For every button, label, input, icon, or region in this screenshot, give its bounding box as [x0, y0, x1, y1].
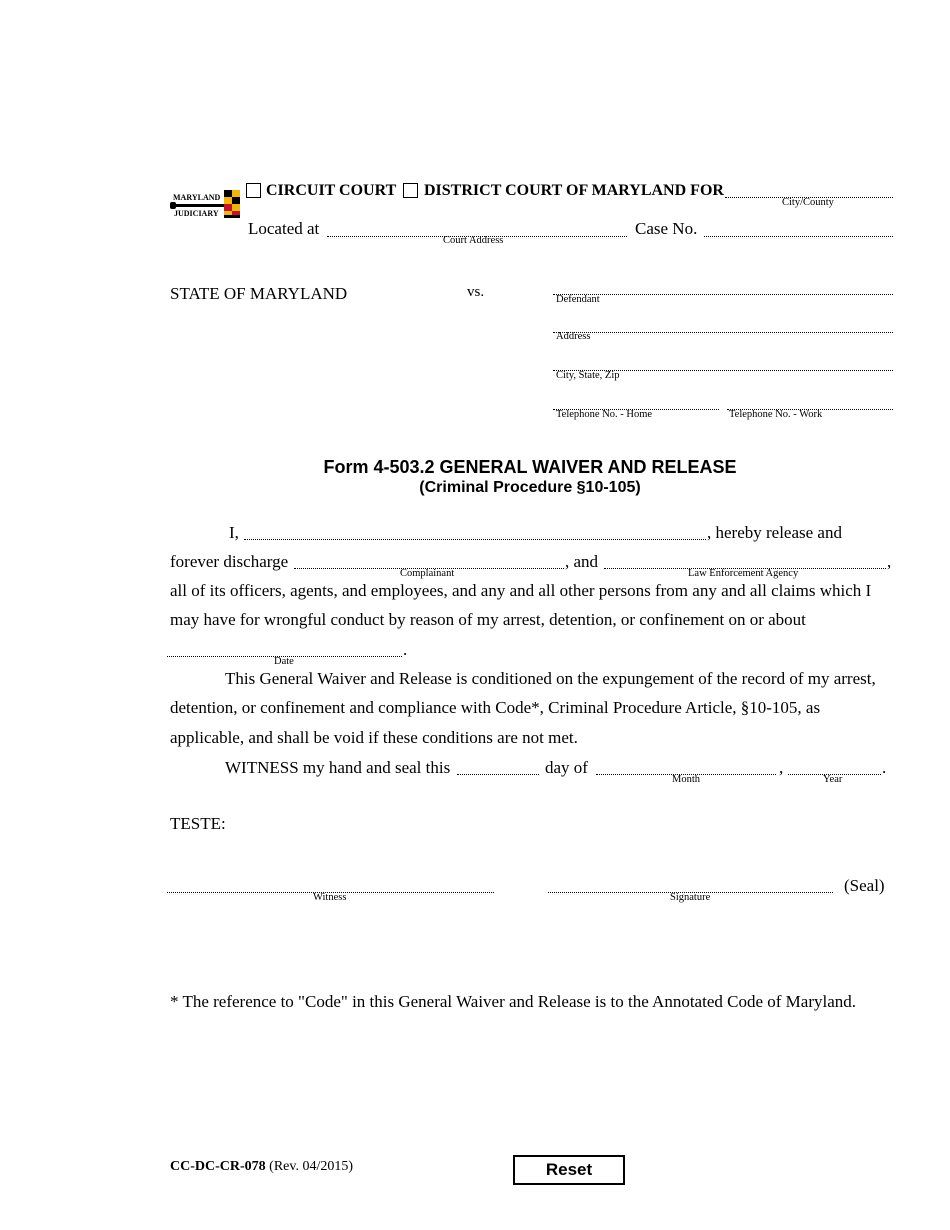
month-comma: ,	[779, 758, 784, 777]
district-court-label: DISTRICT COURT OF MARYLAND FOR	[424, 182, 724, 199]
circuit-court-label: CIRCUIT COURT	[266, 182, 397, 199]
signature-label: Signature	[670, 892, 711, 903]
paragraph2-line2: detention, or confinement and compliance with Code*, Criminal Procedure Article, §10-105, as	[170, 698, 821, 717]
date-period: .	[403, 640, 408, 659]
and-text: , and	[565, 552, 599, 571]
form-identifier	[170, 1159, 353, 1175]
witness-hand-seal-text: WITNESS my hand and seal this	[225, 758, 451, 777]
city-county-field[interactable]	[725, 177, 893, 198]
paragraph2-line1: This General Waiver and Release is conditioned on the expungement of the record of my arrest,	[225, 669, 876, 688]
month-label: Month	[672, 774, 701, 785]
body-line-4: may have for wrongful conduct by reason of my arrest, detention, or confinement on or about	[170, 610, 806, 629]
day-field[interactable]	[457, 754, 539, 775]
logo-gavel-bar	[172, 204, 224, 207]
case-no-label: Case No.	[635, 219, 698, 238]
form-id: CC-DC-CR-078	[170, 1159, 266, 1174]
logo-text-maryland: MARYLAND	[173, 193, 221, 202]
name-field[interactable]	[244, 519, 706, 540]
law-enforcement-agency-label: Law Enforcement Agency	[688, 568, 799, 579]
case-no-field[interactable]	[704, 216, 893, 237]
reset-button[interactable]: Reset	[513, 1155, 625, 1185]
date-label: Date	[274, 656, 294, 667]
maryland-judiciary-logo	[170, 190, 242, 220]
paragraph2-line3: applicable, and shall be void if these conditions are not met.	[170, 728, 578, 747]
seal-label: (Seal)	[844, 876, 885, 895]
located-at-label: Located at	[248, 219, 320, 238]
signature-field[interactable]	[548, 872, 833, 893]
comma-text: ,	[887, 552, 892, 571]
city-county-label: City/County	[782, 197, 834, 208]
court-address-field[interactable]	[327, 216, 627, 237]
city-state-zip-field[interactable]	[553, 350, 893, 371]
law-enforcement-agency-field[interactable]	[604, 548, 886, 569]
district-court-checkbox[interactable]	[403, 183, 418, 198]
vs-label: vs.	[467, 284, 485, 300]
i-label: I,	[229, 523, 239, 542]
year-period: .	[882, 758, 887, 777]
date-field[interactable]	[167, 636, 402, 657]
form-title: Form 4-503.2 GENERAL WAIVER AND RELEASE	[323, 457, 737, 477]
court-address-label: Court Address	[443, 235, 504, 246]
logo-gavel-head	[170, 202, 176, 209]
form-revision: (Rev. 04/2015)	[265, 1159, 354, 1174]
day-of-text: day of	[545, 758, 588, 777]
logo-text-judiciary: JUDICIARY	[174, 209, 219, 218]
witness-signature-field[interactable]	[167, 872, 494, 893]
maryland-flag-icon	[224, 190, 240, 218]
form-subtitle: (Criminal Procedure §10-105)	[419, 479, 641, 496]
address-label: Address	[556, 331, 591, 342]
state-of-maryland: STATE OF MARYLAND	[170, 284, 348, 303]
defendant-label: Defendant	[556, 294, 600, 305]
telephone-work-label: Telephone No. - Work	[729, 409, 823, 420]
complainant-field[interactable]	[294, 548, 564, 569]
complainant-label: Complainant	[400, 568, 455, 579]
telephone-work-field[interactable]	[727, 389, 893, 410]
hereby-release-text: , hereby release and	[707, 523, 842, 542]
city-state-zip-label: City, State, Zip	[556, 370, 620, 381]
address-field[interactable]	[553, 312, 893, 333]
body-line-3: all of its officers, agents, and employees, and any and all other persons from any and all claims which I	[170, 581, 872, 600]
year-field[interactable]	[788, 754, 881, 775]
telephone-home-label: Telephone No. - Home	[556, 409, 653, 420]
telephone-home-field[interactable]	[553, 389, 719, 410]
forever-discharge-text: forever discharge	[170, 552, 289, 571]
footnote: * The reference to "Code" in this General Waiver and Release is to the Annotated Code of Maryland.	[170, 992, 857, 1011]
teste-label: TESTE:	[170, 814, 226, 833]
defendant-field[interactable]	[553, 274, 893, 295]
year-label: Year	[823, 774, 843, 785]
month-field[interactable]	[596, 754, 776, 775]
witness-label: Witness	[313, 892, 347, 903]
circuit-court-checkbox[interactable]	[246, 183, 261, 198]
